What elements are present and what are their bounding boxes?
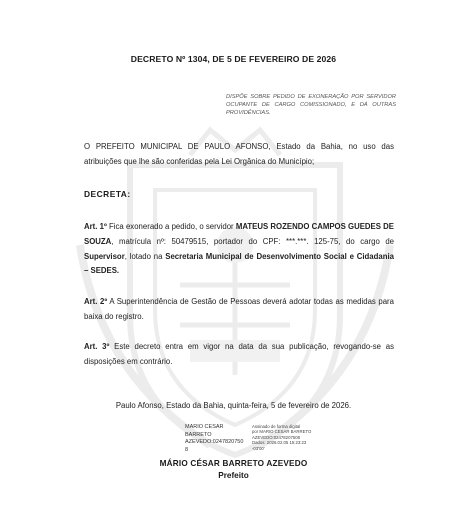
article-3-text: Este decreto entra em vigor na data da sua publicação, revogando-se as disposições em contrário. (84, 342, 394, 366)
signature-detail-line: por MARIO CESAR BARRETO (252, 429, 312, 435)
article-3-label: Art. 3º (84, 342, 110, 351)
article-3 (84, 340, 394, 370)
article-1-text-c: , lotado na (124, 251, 166, 261)
article-1 (84, 220, 394, 279)
digital-signature-name (185, 424, 251, 454)
servant-name: MATEUS ROZENDO CAMPOS GUEDES DE SOUZA (84, 222, 394, 246)
intro-paragraph: O PREFEITO MUNICIPAL DE PAULO AFONSO, Estado da Bahia, no uso das atribuições que lhe são conferidas pela Lei Orgânica do Município; (84, 142, 394, 166)
signature-name-line: AZEVEDO:0247820750 (185, 439, 244, 446)
position-title: Supervisor (84, 251, 125, 261)
signature-name-line: BARRETO (185, 431, 212, 438)
signature-detail-line: Assinado de forma digital (252, 424, 301, 429)
signature-name-line: MARIO CESAR (185, 424, 224, 430)
signature-detail-line: -03'00' (252, 445, 265, 451)
signature-name-line: 8 (185, 446, 189, 453)
signer-name: MÁRIO CÉSAR BARRETO AZEVEDO (159, 459, 308, 468)
signature-detail-line: AZEVEDO:02478207508 (252, 434, 301, 440)
decreta-heading: DECRETA: (84, 189, 131, 199)
signer-role: Prefeito (218, 471, 249, 480)
article-1-label: Art. 1º (84, 222, 107, 231)
decree-ementa: DISPÕE SOBRE PEDIDO DE EXONERAÇÃO POR SERVIDOR OCUPANTE DE CARGO COMISSIONADO, E DÁ OUTRAS PROVIDÊNCIAS. (226, 94, 396, 117)
article-2-text: A Superintendência de Gestão de Pessoas deverá adotar todas as medidas para baixa do registro. (84, 297, 394, 321)
article-1-text-b: , matrícula nº: 50479515, portador do CPF: ***.***. 125-75, do cargo de (111, 236, 394, 246)
signature-detail-line: Dados: 2026.02.05 15:23:23 (252, 440, 307, 446)
digital-signature-details (252, 424, 342, 451)
article-1-text-a: Fica exonerado a pedido, o servidor (106, 222, 236, 231)
article-2-label: Art. 2º (84, 297, 108, 306)
secretariat-name: Secretaria Municipal de Desenvolvimento Social e Cidadania – SEDES. (84, 251, 394, 276)
article-2 (84, 295, 394, 325)
decree-title: DECRETO Nº 1304, DE 5 DE FEVEREIRO DE 2026 (130, 54, 337, 64)
closing-date-line: Paulo Afonso, Estado da Bahia, quinta-feira, 5 de fevereiro de 2026. (115, 401, 352, 410)
